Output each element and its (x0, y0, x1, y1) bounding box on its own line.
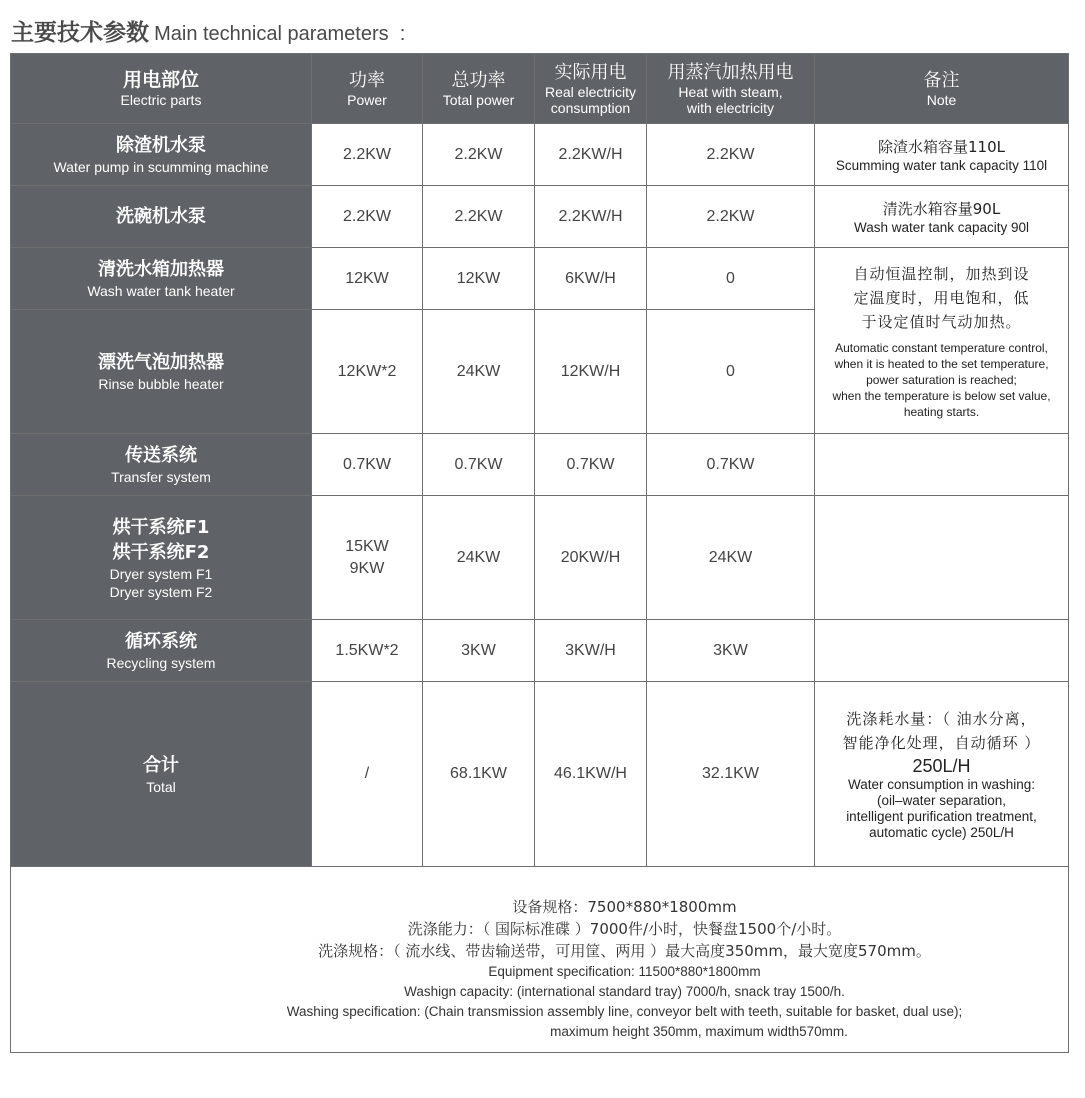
cell-steam-heating: 0 (647, 248, 815, 310)
table-row (11, 124, 1069, 186)
spec-footer (11, 867, 1069, 1053)
cell-total-power: 2.2KW (423, 124, 535, 186)
header-part: 用电部位 Electric parts (11, 54, 312, 124)
cell-total-power: 68.1KW (423, 682, 535, 867)
cell-real-consumption: 46.1KW/H (535, 682, 647, 867)
footer-line: maximum height 350mm, maximum width570mm. (550, 1024, 848, 1039)
table-row-total (11, 682, 1069, 867)
title-zh: 主要技术参数 (11, 20, 149, 46)
cell-steam-heating: 2.2KW (647, 186, 815, 248)
footer-line: Washign capacity: (international standard tray) 7000/h, snack tray 1500/h. (404, 984, 845, 999)
row-part-label: 漂洗气泡加热器 Rinse bubble heater (11, 310, 312, 434)
cell-total-power: 12KW (423, 248, 535, 310)
cell-real-consumption: 6KW/H (535, 248, 647, 310)
cell-power: 0.7KW (312, 434, 423, 496)
table-row (11, 434, 1069, 496)
cell-power: 2.2KW (312, 124, 423, 186)
table-row (11, 248, 1069, 310)
cell-real-consumption: 12KW/H (535, 310, 647, 434)
cell-power: 12KW (312, 248, 423, 310)
row-part-label: 洗碗机水泵 (11, 186, 312, 248)
header-total-power: 总功率 Total power (423, 54, 535, 124)
cell-real-consumption: 20KW/H (535, 496, 647, 620)
header-power: 功率 Power (312, 54, 423, 124)
header-note: 备注 Note (815, 54, 1069, 124)
spec-footer-row (11, 867, 1069, 1053)
cell-steam-heating: 0.7KW (647, 434, 815, 496)
cell-note-total: 洗涤耗水量：（ 油水分离， 智能净化处理，自动循环 ） 250L/H Water consumption in washing: (oil–water separation, intelligent purification treatment, automatic cycle) 250L/H (815, 682, 1069, 867)
table-header-row (11, 54, 1069, 124)
cell-note: 清洗水箱容量90L Wash water tank capacity 90l (815, 186, 1069, 248)
cell-note (815, 496, 1069, 620)
spec-table (10, 53, 1069, 1053)
cell-steam-heating: 2.2KW (647, 124, 815, 186)
cell-power: / (312, 682, 423, 867)
cell-steam-heating: 3KW (647, 620, 815, 682)
cell-note-heater: 自动恒温控制，加热到设 定温度时，用电饱和，低 于设定值时气动加热。 Automatic constant temperature control, when it is heated to the set temperature, power saturation is reached; when the temperature is below set value, heating starts. (815, 248, 1069, 434)
cell-steam-heating: 32.1KW (647, 682, 815, 867)
table-row (11, 496, 1069, 620)
header-real-consumption: 实际用电 Real electricity consumption (535, 54, 647, 124)
row-part-label: 除渣机水泵 Water pump in scumming machine (11, 124, 312, 186)
cell-power: 12KW*2 (312, 310, 423, 434)
cell-steam-heating: 24KW (647, 496, 815, 620)
cell-power: 2.2KW (312, 186, 423, 248)
cell-real-consumption: 3KW/H (535, 620, 647, 682)
cell-total-power: 2.2KW (423, 186, 535, 248)
cell-power: 15KW 9KW (312, 496, 423, 620)
cell-power: 1.5KW*2 (312, 620, 423, 682)
cell-note (815, 434, 1069, 496)
cell-note: 除渣水箱容量110L Scumming water tank capacity 110l (815, 124, 1069, 186)
cell-real-consumption: 2.2KW/H (535, 124, 647, 186)
cell-total-power: 0.7KW (423, 434, 535, 496)
table-row (11, 186, 1069, 248)
cell-real-consumption: 0.7KW (535, 434, 647, 496)
footer-line: 洗涤规格：（ 流水线、带齿输送带，可用筐、两用 ）最大高度350mm，最大宽度570mm。 (318, 942, 931, 960)
cell-real-consumption: 2.2KW/H (535, 186, 647, 248)
cell-steam-heating: 0 (647, 310, 815, 434)
footer-line: Washing specification: (Chain transmission assembly line, conveyor belt with teeth, suitable for basket, dual use); (286, 1004, 963, 1019)
row-part-label: 传送系统 Transfer system (11, 434, 312, 496)
footer-line: Equipment specification: 11500*880*1800mm (488, 964, 761, 979)
row-part-label: 循环系统 Recycling system (11, 620, 312, 682)
header-steam-heating: 用蒸汽加热用电 Heat with steam, with electricity (647, 54, 815, 124)
row-part-label-total: 合计 Total (11, 682, 312, 867)
table-row (11, 620, 1069, 682)
title-en: Main technical parameters : (154, 23, 406, 45)
footer-line: 设备规格：7500*880*1800mm (512, 898, 737, 916)
footer-line: 洗涤能力：（ 国际标准碟 ）7000件/小时，快餐盘1500个/小时。 (407, 920, 842, 938)
row-part-label: 清洗水箱加热器 Wash water tank heater (11, 248, 312, 310)
page-title (11, 14, 405, 48)
cell-total-power: 24KW (423, 496, 535, 620)
row-part-label: 烘干系统F1 烘干系统F2 Dryer system F1 Dryer system F2 (11, 496, 312, 620)
cell-note (815, 620, 1069, 682)
cell-total-power: 24KW (423, 310, 535, 434)
cell-total-power: 3KW (423, 620, 535, 682)
